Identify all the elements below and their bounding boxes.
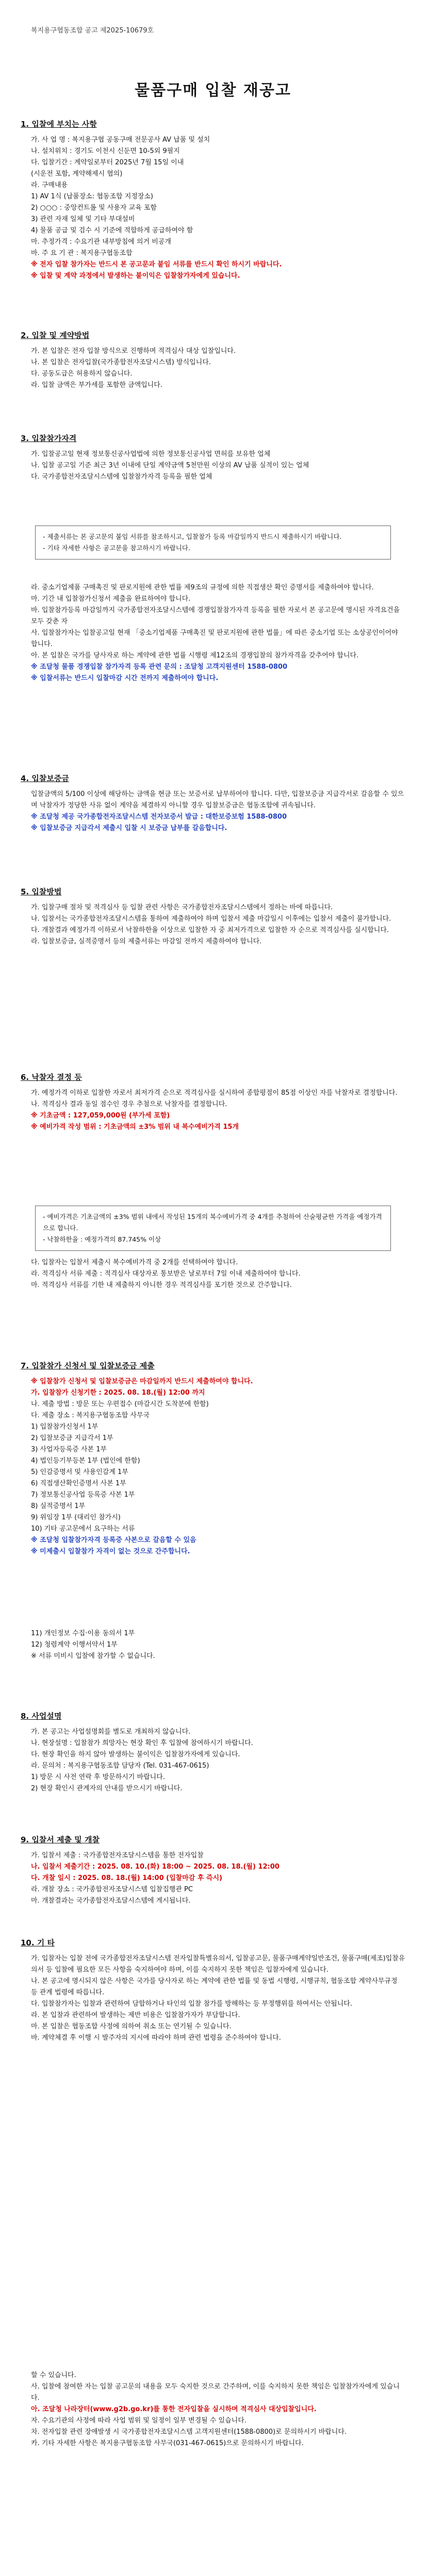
text-line: 마. 적격심사 서류를 기한 내 제출하지 아니한 경우 적격심사를 포기한 것으로 간주합니다. [31, 1281, 292, 1289]
text-line: 입찰금액의 5/100 이상에 해당하는 금액을 현금 또는 보증서로 납부하여야 합니다. 다만, 입찰보증금 지급각서로 갈음할 수 있으며 낙찰자가 정당한 사유 없이 계약을 체결하지 아니할 경우 입찰보증금은 협동조합에 귀속됩니다. [31, 790, 404, 809]
text-line: 가. 입찰자는 입찰 전에 국가종합전자조달시스템 전자입찰특별유의서, 입찰공고문, 물품구매계약일반조건, 물품구매(제조)입찰유의서 등 입찰에 필요한 모든 사항을 숙지하여야 하며, 이를 숙지하지 못한 책임은 입찰자에게 있습니다. [31, 1955, 405, 1974]
text-line: 5) 인감증명서 및 사용인감계 1부 [31, 1468, 128, 1476]
text-line: 10) 기타 공고문에서 요구하는 서류 [31, 1525, 135, 1533]
section-heading: 6. 낙찰자 결정 등 [21, 1073, 82, 1082]
text-line: ※ 조달청 제공 국가종합전자조달시스템 전자보증서 발급 : 대한보증보험 1588-0800 [31, 813, 287, 821]
text-line: 다. 국가종합전자조달시스템에 입찰참가자격 등록을 필한 업체 [31, 473, 212, 481]
text-line: 마. 본 입찰은 협동조합 사정에 의하여 취소 또는 연기될 수 있습니다. [31, 2023, 232, 2030]
text-line: 마. 기간 내 입찰참가신청서 제출을 완료하여야 합니다. [31, 595, 191, 603]
section-6-notice-box [35, 1206, 391, 1251]
text-line: 다. 개찰결과 예정가격 이하로서 낙찰하한율 이상으로 입찰한 자 중 최저가격으로 입찰한 자 순으로 적격심사를 실시합니다. [31, 926, 389, 934]
text-line: 가. 본 공고는 사업설명회를 별도로 개최하지 않습니다. [31, 1728, 191, 1736]
text-line: ※ 기초금액 : 127,059,000원 (부가세 포함) [31, 1112, 170, 1120]
text-line: 2) ○○○ : 중앙컨트롤 및 사용자 교육 포함 [31, 204, 157, 212]
text-line: ※ 미제출시 입찰참가 자격이 없는 것으로 간주합니다. [31, 1548, 190, 1555]
section-2 [21, 330, 405, 391]
text-line: ※ 입찰 및 계약 과정에서 발생하는 불이익은 입찰참가자에게 있습니다. [31, 272, 240, 280]
text-line: 7) 정보통신공사업 등록증 사본 1부 [31, 1491, 135, 1499]
text-line: 차. 전자입찰 관련 장애발생 시 국가종합전자조달시스템 고객지원센터(1588-0800)로 문의하시기 바랍니다. [31, 2428, 347, 2436]
text-line: 라. 문의처 : 복지용구협동조합 담당자 (Tel. 031-467-0615) [31, 1762, 209, 1770]
text-line: ※ 예비가격 작성 범위 : 기초금액의 ±3% 범위 내 복수예비가격 15개 [31, 1123, 239, 1131]
text-line: 라. 입찰보증금, 실적증명서 등의 제출서류는 마감일 전까지 제출하여야 합니다. [31, 938, 262, 945]
text-line: ※ 서류 미비시 입찰에 참가할 수 없습니다. [31, 1652, 155, 1660]
section-9 [21, 1834, 405, 1907]
text-line: ※ 입찰서류는 반드시 입찰마감 시간 전까지 제출하여야 합니다. [31, 674, 219, 682]
text-line: 할 수 있습니다. [31, 2371, 76, 2379]
text-line: ※ 입찰보증금 지급각서 제출시 입찰 시 보증금 납부를 갈음합니다. [31, 824, 227, 832]
text-line: 가. 입찰참가 신청기한 : 2025. 08. 18.(월) 12:00 까지 [31, 1389, 205, 1397]
section-10 [21, 1937, 405, 2044]
section-6-cont [21, 1257, 405, 1291]
section-heading: 1. 입찰에 부치는 사항 [21, 120, 97, 129]
section-1 [21, 118, 405, 282]
section-heading: 3. 입찰참가자격 [21, 434, 77, 443]
text-line: 다. 입찰기간 : 계약일로부터 2025년 7월 15일 이내 [31, 159, 184, 166]
text-line: 나. 설치위치 : 경기도 이천시 신둔면 10-5외 9필지 [31, 147, 180, 155]
text-line: 1) 입찰참가신청서 1부 [31, 1423, 99, 1431]
text-line: 나. 본 입찰은 전자입찰(국가종합전자조달시스템) 방식입니다. [31, 359, 211, 366]
text-line: 마. 개찰결과는 국가종합전자조달시스템에 게시됩니다. [31, 1897, 191, 1905]
text-line: 3) 사업자등록증 사본 1부 [31, 1446, 107, 1453]
text-line: 가. 본 입찰은 전자 입찰 방식으로 진행하며 적격심사 대상 입찰입니다. [31, 347, 236, 355]
text-line: 다. 현장 확인을 하지 않아 발생하는 불이익은 입찰참가자에게 있습니다. [31, 1751, 240, 1758]
text-line: 라. 중소기업제품 구매촉진 및 판로지원에 관한 법률 제9조의 규정에 의한 직접생산 확인 증명서를 제출하여야 합니다. [31, 584, 374, 591]
section-heading: 10. 기 타 [21, 1938, 55, 1947]
text-line: 사. 입찰에 참여한 자는 입찰 공고문의 내용을 모두 숙지한 것으로 간주하며, 이를 숙지하지 못한 책임은 입찰참가자에게 있습니다. [31, 2383, 400, 2402]
section-6 [21, 1072, 405, 1133]
text-line: 사. 입찰참가자는 입찰공고일 현재 「중소기업제품 구매촉진 및 판로지원에 관한 법률」에 따른 중소기업 또는 소상공인이어야 합니다. [31, 629, 398, 648]
text-line: 가. 입찰서 제출 : 국가종합전자조달시스템을 통한 전자입찰 [31, 1852, 204, 1859]
text-line: 8) 실적증명서 1부 [31, 1502, 86, 1510]
text-line: 라. 본 입찰과 관련하여 발생하는 제반 비용은 입찰참가자가 부담합니다. [31, 2011, 240, 2019]
text-line: 2) 현장 확인시 관계자의 안내를 받으시기 바랍니다. [31, 1785, 183, 1792]
text-line: 가. 입찰구매 절차 및 적격심사 등 입찰 관련 사항은 국가종합전자조달시스템에서 정하는 바에 따릅니다. [31, 904, 333, 911]
text-line: ※ 조달청 입찰참가자격 등록증 사본으로 갈음할 수 있음 [31, 1536, 196, 1544]
text-line: 11) 개인정보 수집·이용 동의서 1부 [31, 1630, 135, 1637]
section-3 [21, 433, 405, 483]
text-line: ※ 입찰참가 신청서 및 입찰보증금은 마감일까지 반드시 제출하여야 합니다. [31, 1378, 253, 1385]
text-line: 마. 추정가격 : 수요기관 내부방침에 의거 비공개 [31, 238, 171, 246]
text-line: 다. 개찰 일시 : 2025. 08. 18.(월) 14:00 (입찰마감 후 즉시) [31, 1874, 222, 1882]
text-line: 라. 적격심사 서류 제출 : 적격심사 대상자로 통보받은 날로부터 7일 이내 제출하여야 합니다. [31, 1270, 301, 1278]
section-7-cont [21, 1628, 405, 1662]
section-10-cont [21, 2370, 405, 2449]
section-heading: 2. 입찰 및 계약방법 [21, 331, 90, 340]
text-line: - 기타 자세한 사항은 공고문을 참고하시기 바랍니다. [43, 544, 190, 552]
text-line: 다. 제출 장소 : 복지용구협동조합 사무국 [31, 1412, 150, 1419]
section-8 [21, 1710, 405, 1794]
text-line: (시운전 포함, 계약해제시 협의) [31, 170, 123, 178]
text-line: 라. 개찰 장소 : 국가종합전자조달시스템 입찰집행관 PC [31, 1886, 193, 1893]
text-line: 12) 청렴계약 이행서약서 1부 [31, 1641, 118, 1649]
text-line: 나. 본 공고에 명시되지 않은 사항은 국가를 당사자로 하는 계약에 관한 법률 및 동법 시행령, 시행규칙, 협동조합 계약사무규정 등 관계 법령에 따릅니다. [31, 1977, 398, 1996]
text-line: 가. 사 업 명 : 복지용구협 공동구매 전문공사 AV 납품 및 설치 [31, 136, 210, 144]
text-line: - 예비가격은 기초금액의 ±3% 범위 내에서 작성된 15개의 복수예비가격 중 4개를 추첨하여 산술평균한 가격을 예정가격으로 합니다. [43, 1213, 382, 1232]
section-heading: 8. 사업설명 [21, 1711, 62, 1721]
text-line: 다. 입찰참가자는 입찰과 관련하여 담합하거나 타인의 입찰 참가를 방해하는 등 부정행위를 하여서는 안됩니다. [31, 2000, 352, 2008]
text-line: 나. 제출 방법 : 방문 또는 우편접수 (마감시간 도착분에 한함) [31, 1400, 209, 1408]
text-line: - 제출서류는 본 공고문의 붙임 서류를 참조하시고, 입찰참가 등록 마감일까지 반드시 제출하시기 바랍니다. [43, 533, 342, 540]
text-line: 다. 입찰자는 입찰서 제출시 복수예비가격 중 2개를 선택하여야 합니다. [31, 1259, 238, 1266]
text-line: 아. 본 입찰은 국가를 당사자로 하는 계약에 관한 법률 시행령 제12조의 경쟁입찰의 참가자격을 갖추어야 합니다. [31, 652, 359, 659]
text-line: 4) 법인등기부등본 1부 (법인에 한함) [31, 1457, 140, 1465]
section-3-cont [21, 582, 405, 684]
page-title: 물품구매 입찰 재공고 [135, 81, 291, 99]
section-5 [21, 886, 405, 947]
text-line: 라. 구매내용 [31, 181, 68, 189]
text-line: 바. 계약체결 후 이행 시 발주자의 지시에 따라야 하며 관련 법령을 준수하여야 합니다. [31, 2034, 281, 2042]
notice-number: 복지용구협동조합 공고 제2025-10679호 [31, 27, 154, 35]
text-line: 나. 입찰서는 국가종합전자조달시스템을 통하여 제출하여야 하며 입찰서 제출 마감일시 이후에는 입찰서 제출이 불가합니다. [31, 915, 391, 923]
text-line: 6) 직접생산확인증명서 사본 1부 [31, 1480, 126, 1487]
text-line: 3) 관련 자재 일체 및 기타 부대설비 [31, 215, 135, 223]
section-heading: 9. 입찰서 제출 및 개찰 [21, 1835, 100, 1844]
text-line: 바. 주 요 기 관 : 복지용구협동조합 [31, 249, 133, 257]
section-3-notice-box [35, 526, 391, 560]
text-line: 가. 입찰공고일 현재 정보통신공사업법에 의한 정보통신공사업 면허를 보유한 업체 [31, 450, 271, 458]
section-heading: 4. 입찰보증금 [21, 774, 69, 783]
text-line: 라. 입찰 금액은 부가세를 포함한 금액입니다. [31, 381, 162, 389]
section-7 [21, 1360, 405, 1557]
text-line: 다. 공동도급은 허용하지 않습니다. [31, 370, 133, 378]
text-line: 카. 기타 자세한 사항은 복지용구협동조합 사무국(031-467-0615)으로 문의하시기 바랍니다. [31, 2439, 304, 2447]
text-line: 9) 위임장 1부 (대리인 참가시) [31, 1514, 121, 1521]
text-line: 바. 입찰참가등록 마감일까지 국가종합전자조달시스템에 경쟁입찰참가자격 등록을 필한 자로서 본 공고문에 명시된 자격요건을 모두 갖춘 자 [31, 606, 400, 625]
text-line: 4) 물품 공급 및 검수 시 기준에 적합하게 공급하여야 함 [31, 227, 193, 234]
text-line: 가. 예정가격 이하로 입찰한 자로서 최저가격 순으로 적격심사를 실시하여 종합평점이 85점 이상인 자를 낙찰자로 결정합니다. [31, 1089, 398, 1097]
text-line: 아. 조달청 나라장터(www.g2b.go.kr)를 통한 전자입찰을 실시하며 적격심사 대상입찰입니다. [31, 2405, 317, 2413]
text-line: 2) 입찰보증금 지급각서 1부 [31, 1434, 113, 1442]
text-line: 자. 수요기관의 사정에 따라 사업 범위 및 일정이 일부 변경될 수 있습니다. [31, 2417, 247, 2425]
section-heading: 5. 입찰방법 [21, 887, 62, 896]
text-line: - 낙찰하한율 : 예정가격의 87.745% 이상 [43, 1235, 161, 1243]
text-line: ※ 조달청 물품 경쟁입찰 참가자격 등록 관련 문의 : 조달청 고객지원센터 1588-0800 [31, 663, 288, 671]
text-line: ※ 전자 입찰 참가자는 반드시 본 공고문과 붙임 서류를 반드시 확인 하시기 바랍니다. [31, 261, 282, 268]
text-line: 나. 현장설명 : 입찰참가 희망자는 현장 확인 후 입찰에 참여하시기 바랍니다. [31, 1739, 253, 1747]
text-line: 나. 입찰 공고일 기준 최근 3년 이내에 단일 계약금액 5천만원 이상의 AV 납품 실적이 있는 업체 [31, 462, 309, 469]
section-heading: 7. 입찰참가 신청서 및 입찰보증금 제출 [21, 1361, 155, 1370]
text-line: 1) 방문 시 사전 연락 후 방문하시기 바랍니다. [31, 1773, 165, 1781]
text-line: 나. 적격심사 결과 동일 점수인 경우 추첨으로 낙찰자를 결정합니다. [31, 1100, 227, 1108]
text-line: 1) AV 1식 (납품장소: 협동조합 지정장소) [31, 193, 154, 200]
section-4 [21, 773, 405, 834]
text-line: 나. 입찰서 제출기간 : 2025. 08. 10.(화) 18:00 ~ 2025. 08. 18.(월) 12:00 [31, 1863, 280, 1871]
